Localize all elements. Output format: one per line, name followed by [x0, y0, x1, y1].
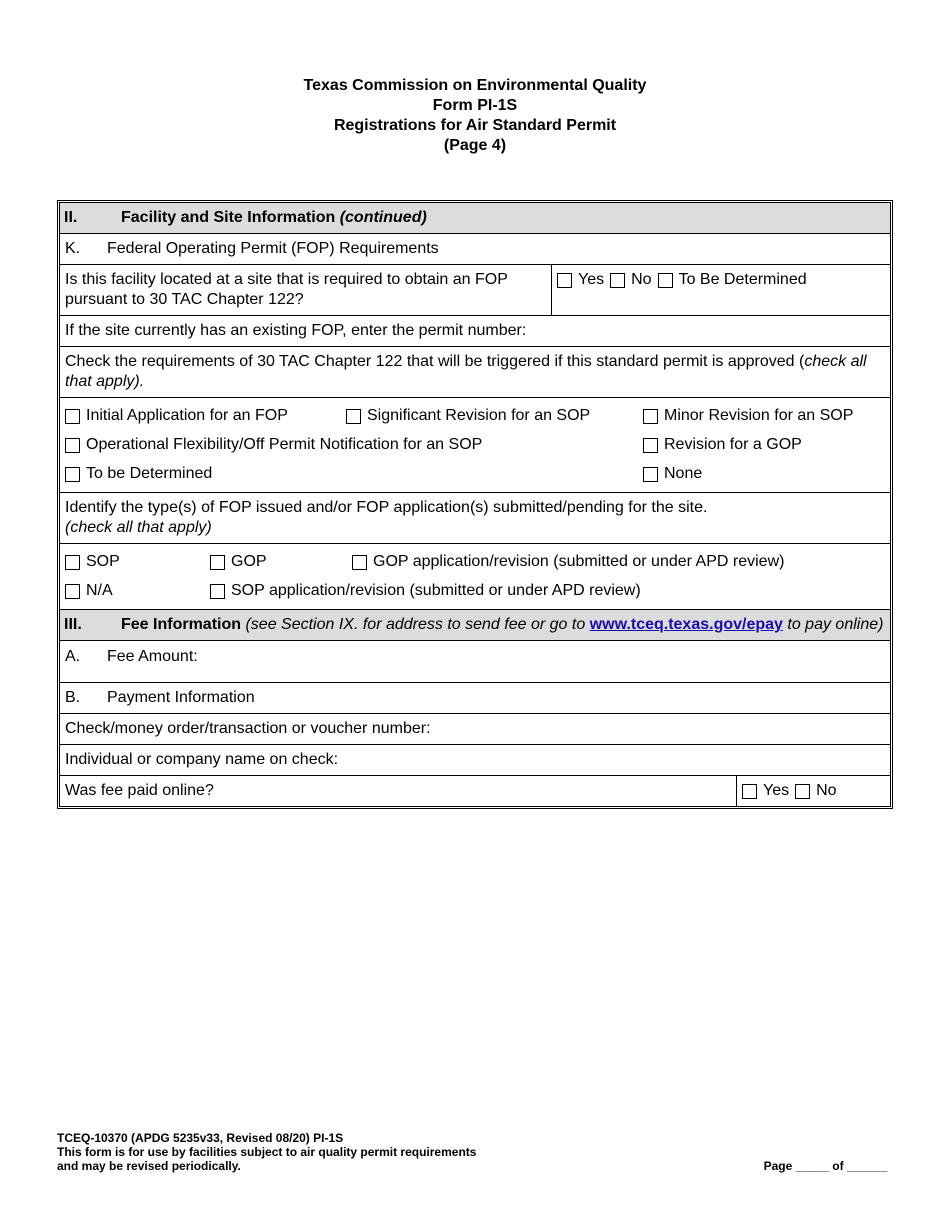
fee-amount-label: Fee Amount:: [107, 648, 198, 665]
form-id: TCEQ-10370 (APDG 5235v33, Revised 08/20) PI-1S: [57, 1131, 344, 1145]
page-label: (Page 4): [443, 137, 507, 154]
section-iii-header: III. Fee Information (see Section IX. for address to send fee or go to www.tceq.texas.gov/epay to pay online): [60, 610, 890, 641]
existing-fop-field[interactable]: [60, 316, 890, 347]
fop-type-options: [60, 544, 890, 610]
section-title: Facility and Site Information: [121, 209, 336, 226]
gop-application-checkbox[interactable]: [352, 555, 367, 570]
paid-online-row: [60, 776, 890, 806]
page-number-field: Page _____ of ______: [763, 1159, 887, 1173]
form-footer: [57, 1131, 476, 1173]
requirements-options: [60, 398, 890, 493]
fop-type-question: Identify the type(s) of FOP issued and/or FOP application(s) submitted/pending for the site. (check all that apply): [60, 493, 890, 544]
section-number: III.: [64, 616, 82, 633]
option-label: No: [631, 271, 652, 288]
option-label: SOP: [86, 553, 120, 570]
sop-checkbox[interactable]: [65, 555, 80, 570]
fop-site-question-row: [60, 265, 890, 316]
check-number-field[interactable]: [60, 714, 890, 745]
to-be-determined-checkbox[interactable]: [65, 467, 80, 482]
section-number: II.: [64, 209, 78, 226]
form-title: Registrations for Air Standard Permit: [333, 117, 617, 134]
none-checkbox[interactable]: [643, 467, 658, 482]
fee-amount-field[interactable]: [60, 641, 890, 683]
option-label: Minor Revision for an SOP: [664, 407, 854, 424]
section-title: Fee Information: [121, 616, 242, 633]
na-checkbox[interactable]: [65, 584, 80, 599]
name-on-check-label: Individual or company name on check:: [65, 751, 339, 768]
gop-checkbox[interactable]: [210, 555, 225, 570]
revision-gop-checkbox[interactable]: [643, 438, 658, 453]
option-label: SOP application/revision (submitted or under APD review): [231, 582, 641, 599]
payment-info-label: Payment Information: [107, 689, 255, 706]
subsection-number: A.: [65, 648, 81, 665]
option-label: GOP application/revision (submitted or under APD review): [373, 553, 785, 570]
subsection-k-header: [60, 234, 890, 265]
requirements-question: Check the requirements of 30 TAC Chapter 122 that will be triggered if this standard permit is approved (check all that apply).: [60, 347, 890, 398]
subsection-number: K.: [65, 240, 81, 257]
existing-fop-label: If the site currently has an existing FOP, enter the permit number:: [65, 322, 527, 339]
fop-site-tbd-checkbox[interactable]: [658, 273, 673, 288]
operational-flexibility-checkbox[interactable]: [65, 438, 80, 453]
sop-application-checkbox[interactable]: [210, 584, 225, 599]
name-on-check-field[interactable]: [60, 745, 890, 776]
significant-revision-sop-checkbox[interactable]: [346, 409, 361, 424]
option-label: No: [816, 782, 837, 799]
paid-online-no-checkbox[interactable]: [795, 784, 810, 799]
form-header: [0, 76, 950, 156]
option-label: N/A: [86, 582, 113, 599]
fop-site-yes-checkbox[interactable]: [557, 273, 572, 288]
check-number-label: Check/money order/transaction or voucher number:: [65, 720, 431, 737]
option-label: GOP: [231, 553, 267, 570]
form-table: [57, 200, 893, 809]
paid-online-question: Was fee paid online?: [60, 776, 737, 806]
option-label: Significant Revision for an SOP: [367, 407, 591, 424]
option-label: Operational Flexibility/Off Permit Notification for an SOP: [86, 436, 483, 453]
footer-note: and may be revised periodically.: [57, 1159, 241, 1173]
minor-revision-sop-checkbox[interactable]: [643, 409, 658, 424]
agency-name: Texas Commission on Environmental Quality: [303, 77, 647, 94]
section-continued: (continued): [339, 209, 427, 226]
option-label: Revision for a GOP: [664, 436, 802, 453]
subsection-title: Federal Operating Permit (FOP) Requirements: [107, 240, 439, 257]
epay-link[interactable]: www.tceq.texas.gov/epay: [589, 616, 783, 633]
section-ii-header: [60, 203, 890, 234]
paid-online-yes-checkbox[interactable]: [742, 784, 757, 799]
subsection-number: B.: [65, 689, 81, 706]
fop-site-no-checkbox[interactable]: [610, 273, 625, 288]
option-label: Yes: [763, 782, 790, 799]
form-number: Form PI-1S: [432, 97, 518, 114]
option-label: To be Determined: [86, 465, 213, 482]
payment-info-header: [60, 683, 890, 714]
option-label: Initial Application for an FOP: [86, 407, 288, 424]
option-label: Yes: [578, 271, 605, 288]
initial-fop-checkbox[interactable]: [65, 409, 80, 424]
option-label: None: [664, 465, 703, 482]
footer-note: This form is for use by facilities subject to air quality permit requirements: [57, 1145, 477, 1159]
option-label: To Be Determined: [678, 271, 807, 288]
fop-site-question: Is this facility located at a site that is required to obtain an FOP pursuant to 30 TAC Chapter 122?: [60, 265, 552, 315]
